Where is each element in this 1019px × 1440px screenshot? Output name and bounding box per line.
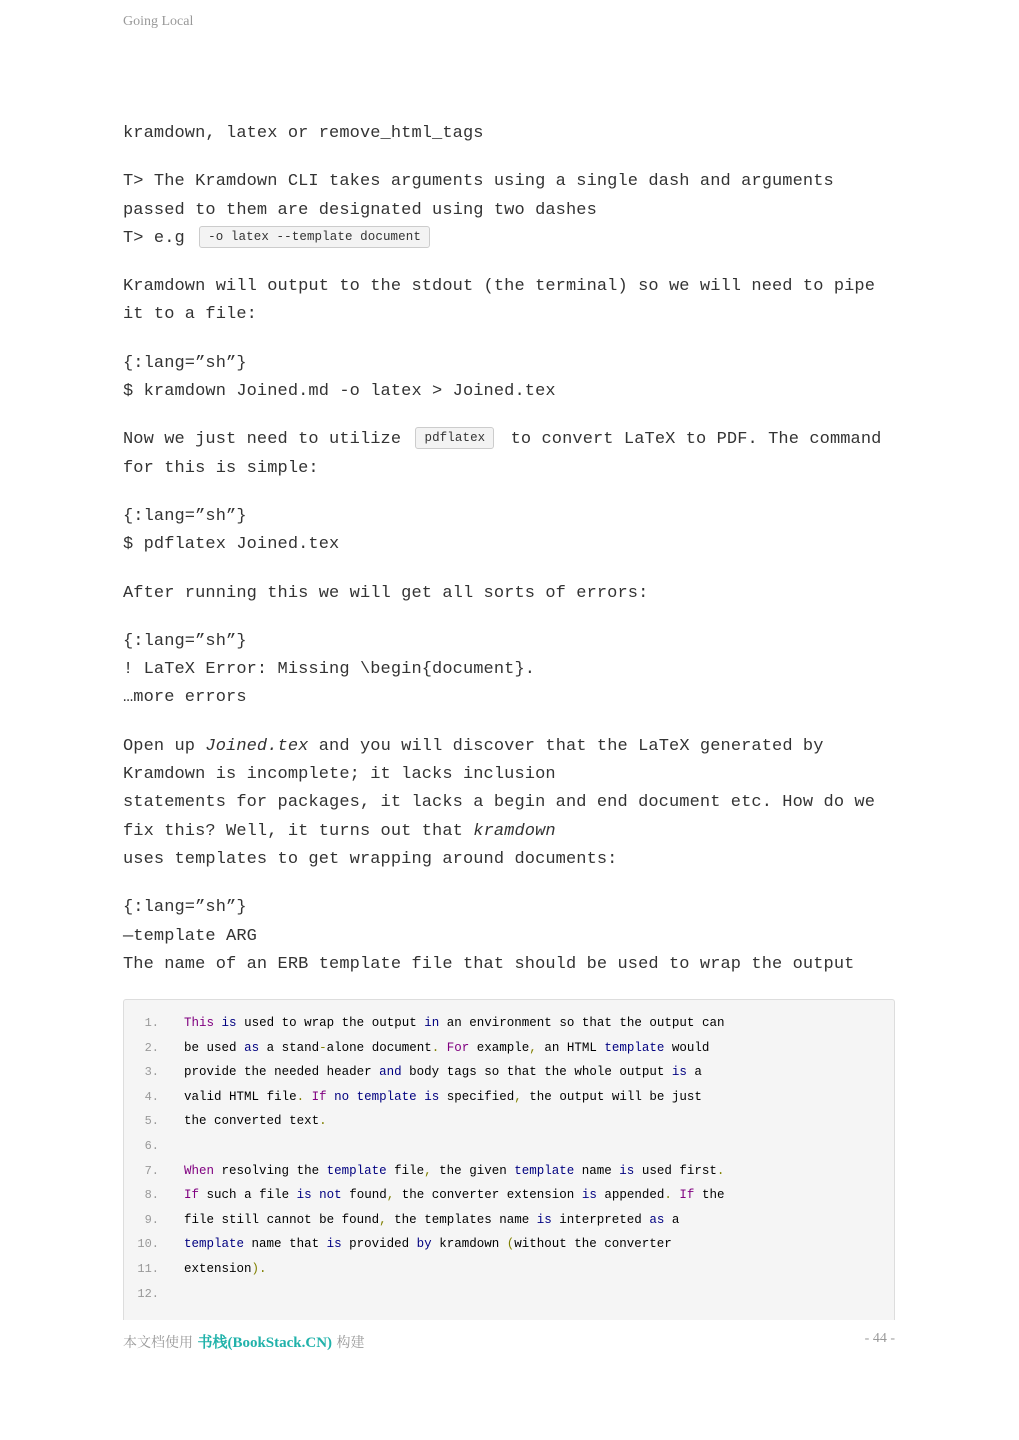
paragraph-error-output: {:lang=”sh”} ! LaTeX Error: Missing \begin{document}. …more errors [123, 631, 536, 708]
line-number: 6. [144, 1139, 159, 1153]
line-number: 12. [137, 1286, 159, 1301]
line-number: 7. [144, 1163, 159, 1178]
page-content [123, 120, 895, 999]
paragraph-templates-explanation: Open up Joined.tex and you will discover that the LaTeX generated by Kramdown is incomplete; it lacks inclusion statements for packages, it lacks a begin and end document etc. How do we fix this? Well, it turns out that kramdown uses templates to get wrapping around documents: [123, 736, 876, 869]
paragraph-pdflatex: Now we just need to utilize pdflatex to convert LaTeX to PDF. The command for this is simple: [123, 426, 895, 483]
code-text: extension). [184, 1262, 267, 1276]
code-text: be used as a stand-alone document. For example, an HTML template would [184, 1040, 710, 1055]
line-number: 2. [144, 1040, 159, 1055]
paragraph-output-options: kramdown, latex or remove_html_tags [123, 124, 484, 143]
page-number: - 44 - [864, 1331, 895, 1346]
footer-brand-link[interactable]: 书栈(BookStack.CN) [197, 1335, 333, 1351]
page-footer [123, 1331, 895, 1352]
line-number: 10. [137, 1237, 159, 1252]
paragraph-kramdown-command: {:lang=”sh”} $ kramdown Joined.md -o latex > Joined.tex [123, 353, 556, 402]
line-number: 11. [137, 1262, 159, 1276]
paragraph-template-arg: {:lang=”sh”} —template ARG The name of an ERB template file that should be used to wrap the output [123, 898, 855, 974]
code-line [124, 1282, 184, 1306]
code-text: file still cannot be found, the templates name is interpreted as a [184, 1212, 680, 1227]
code-text: the converted text. [184, 1114, 327, 1129]
line-number: 1. [144, 1016, 159, 1030]
paragraph-stdout: Kramdown will output to the stdout (the terminal) so we will need to pipe it to a file: [123, 277, 876, 325]
footer-suffix: 构建 [332, 1335, 365, 1351]
code-text: If such a file is not found, the converter extension is appended. If the [184, 1188, 725, 1203]
line-number: 8. [144, 1188, 159, 1203]
line-number: 5. [144, 1114, 159, 1129]
code-line [124, 1109, 327, 1133]
code-text: This is used to wrap the output in an environment so that the output can [184, 1016, 725, 1030]
code-text: provide the needed header and body tags so that the whole output is a [184, 1065, 702, 1080]
code-line [124, 1159, 724, 1183]
inline-code-template-args: -o latex --template document [199, 226, 430, 248]
line-number: 3. [144, 1065, 159, 1080]
paragraph-errors-intro: After running this we will get all sorts of errors: [123, 583, 649, 603]
code-text: When resolving the template file, the given template name is used first. [184, 1163, 725, 1178]
code-text: template name that is provided by kramdown (without the converter [184, 1237, 672, 1252]
code-line [124, 1134, 184, 1158]
code-line [124, 1183, 724, 1207]
code-line [124, 1232, 672, 1256]
code-line [124, 1257, 267, 1281]
code-line [124, 1036, 709, 1060]
code-text: valid HTML file. If no template is specified, the output will be just [184, 1089, 702, 1104]
code-line [124, 1085, 702, 1109]
code-line [124, 1208, 679, 1232]
running-header: Going Local [123, 14, 194, 29]
line-number: 9. [144, 1212, 159, 1227]
paragraph-pdflatex-command: {:lang=”sh”} $ pdflatex Joined.tex [123, 506, 340, 555]
code-block [123, 999, 895, 1320]
footer-prefix: 本文档使用 [123, 1335, 198, 1351]
line-number: 4. [144, 1089, 159, 1104]
code-line [124, 1060, 702, 1084]
code-line [124, 1011, 724, 1035]
paragraph-cli-tip: T> The Kramdown CLI takes arguments using a single dash and arguments passed to them are designated using two dashes T> e.g -o latex --template document [123, 172, 834, 248]
inline-code-pdflatex: pdflatex [415, 427, 494, 449]
